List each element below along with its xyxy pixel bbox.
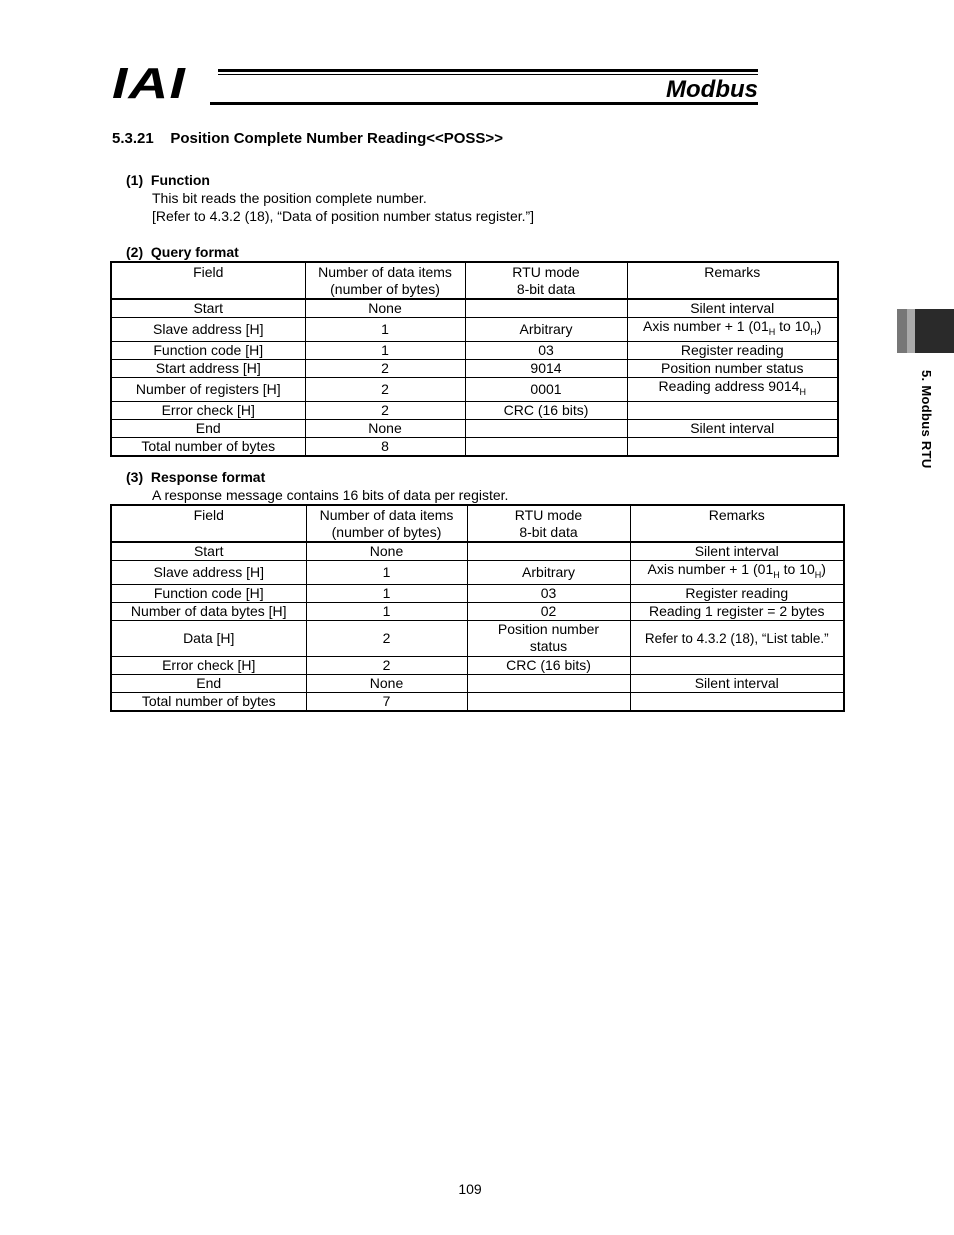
- table-row: [111, 620, 844, 656]
- table-row: [111, 692, 844, 711]
- cell: 0001: [465, 377, 627, 401]
- cell: 1: [306, 561, 467, 585]
- cell: Position number status: [627, 359, 838, 377]
- table-row: [111, 674, 844, 692]
- table-row: [111, 656, 844, 674]
- response-header-row: [111, 505, 844, 542]
- cell: 03: [467, 584, 630, 602]
- cell: 2: [305, 401, 465, 419]
- cell: 1: [305, 318, 465, 342]
- cell: 1: [306, 584, 467, 602]
- response-col-count: Number of data items (number of bytes): [306, 505, 467, 542]
- cell: Start: [111, 299, 305, 318]
- cell: 2: [306, 620, 467, 656]
- query-col-field: Field: [111, 262, 305, 299]
- cell: Start address [H]: [111, 359, 305, 377]
- header-rule-top: [218, 69, 758, 72]
- table-row: [111, 359, 838, 377]
- table-row: [111, 419, 838, 437]
- query-header-row: [111, 262, 838, 299]
- cell: None: [305, 299, 465, 318]
- cell: Arbitrary: [465, 318, 627, 342]
- cell: 2: [306, 656, 467, 674]
- cell: Start: [111, 542, 306, 561]
- query-col-rtu: RTU mode 8-bit data: [465, 262, 627, 299]
- function-line-1: This bit reads the position complete number.: [152, 190, 427, 206]
- cell: [627, 437, 838, 456]
- table-row: [111, 602, 844, 620]
- cell: [467, 542, 630, 561]
- cell: Arbitrary: [467, 561, 630, 585]
- cell: Error check [H]: [111, 656, 306, 674]
- cell: [630, 692, 844, 711]
- table-row: [111, 299, 838, 318]
- cell: Silent interval: [630, 674, 844, 692]
- chapter-tab-label: 5. Modbus RTU: [919, 370, 934, 469]
- response-format-table: [110, 504, 845, 712]
- table-row: [111, 341, 838, 359]
- cell: [467, 674, 630, 692]
- cell: Slave address [H]: [111, 561, 306, 585]
- cell: Silent interval: [627, 299, 838, 318]
- table-row: [111, 437, 838, 456]
- cell: 02: [467, 602, 630, 620]
- cell: Total number of bytes: [111, 437, 305, 456]
- header-title: Modbus: [666, 76, 758, 103]
- cell: Position number status: [467, 620, 630, 656]
- cell: 1: [305, 341, 465, 359]
- function-line-2: [Refer to 4.3.2 (18), “Data of position number status register.”]: [152, 208, 535, 224]
- cell: [465, 419, 627, 437]
- response-heading: (3) Response format: [126, 469, 266, 485]
- cell: Number of registers [H]: [111, 377, 305, 401]
- section-title: 5.3.21 Position Complete Number Reading<<POSS>>: [112, 130, 503, 147]
- function-heading: (1) Function: [126, 172, 210, 188]
- response-col-rtu: RTU mode 8-bit data: [467, 505, 630, 542]
- cell: Refer to 4.3.2 (18), “List table.”: [630, 620, 844, 656]
- cell: [465, 437, 627, 456]
- table-row: [111, 401, 838, 419]
- cell: 7: [306, 692, 467, 711]
- cell: None: [306, 674, 467, 692]
- cell: Error check [H]: [111, 401, 305, 419]
- cell: Slave address [H]: [111, 318, 305, 342]
- cell: None: [305, 419, 465, 437]
- table-row: [111, 584, 844, 602]
- table-row: [111, 561, 844, 585]
- iai-logo: IAI: [112, 59, 187, 108]
- cell: 2: [305, 377, 465, 401]
- response-col-remarks: Remarks: [630, 505, 844, 542]
- response-intro: A response message contains 16 bits of data per register.: [152, 487, 509, 503]
- cell: Data [H]: [111, 620, 306, 656]
- cell: CRC (16 bits): [467, 656, 630, 674]
- table-row: [111, 377, 838, 401]
- query-col-count: Number of data items (number of bytes): [305, 262, 465, 299]
- cell: 03: [465, 341, 627, 359]
- cell: Register reading: [630, 584, 844, 602]
- cell: [467, 692, 630, 711]
- cell: [465, 299, 627, 318]
- page-number: 109: [458, 1181, 482, 1197]
- cell-axis-number: Axis number + 1 ($01_H$ to $10_H$): [630, 561, 844, 585]
- cell: Silent interval: [630, 542, 844, 561]
- cell: [630, 656, 844, 674]
- cell: 9014: [465, 359, 627, 377]
- cell: Total number of bytes: [111, 692, 306, 711]
- cell-reading-address: Reading address $9014_H$: [627, 377, 838, 401]
- cell: End: [111, 419, 305, 437]
- cell: None: [306, 542, 467, 561]
- cell: CRC (16 bits): [465, 401, 627, 419]
- table-row: [111, 542, 844, 561]
- cell-axis-number: Axis number + 1 ($01_H$ to $10_H$): [627, 318, 838, 342]
- response-col-field: Field: [111, 505, 306, 542]
- cell: Function code [H]: [111, 341, 305, 359]
- cell: Register reading: [627, 341, 838, 359]
- cell: Reading 1 register = 2 bytes: [630, 602, 844, 620]
- cell: [627, 401, 838, 419]
- cell: End: [111, 674, 306, 692]
- cell: 8: [305, 437, 465, 456]
- table-row: [111, 318, 838, 342]
- cell: 2: [305, 359, 465, 377]
- query-col-remarks: Remarks: [627, 262, 838, 299]
- header-rule-thin: [218, 74, 758, 75]
- cell: Number of data bytes [H]: [111, 602, 306, 620]
- query-format-table: [110, 261, 839, 457]
- query-heading: (2) Query format: [126, 244, 239, 260]
- chapter-tab-marker: [897, 309, 954, 353]
- cell: Function code [H]: [111, 584, 306, 602]
- cell: Silent interval: [627, 419, 838, 437]
- cell: 1: [306, 602, 467, 620]
